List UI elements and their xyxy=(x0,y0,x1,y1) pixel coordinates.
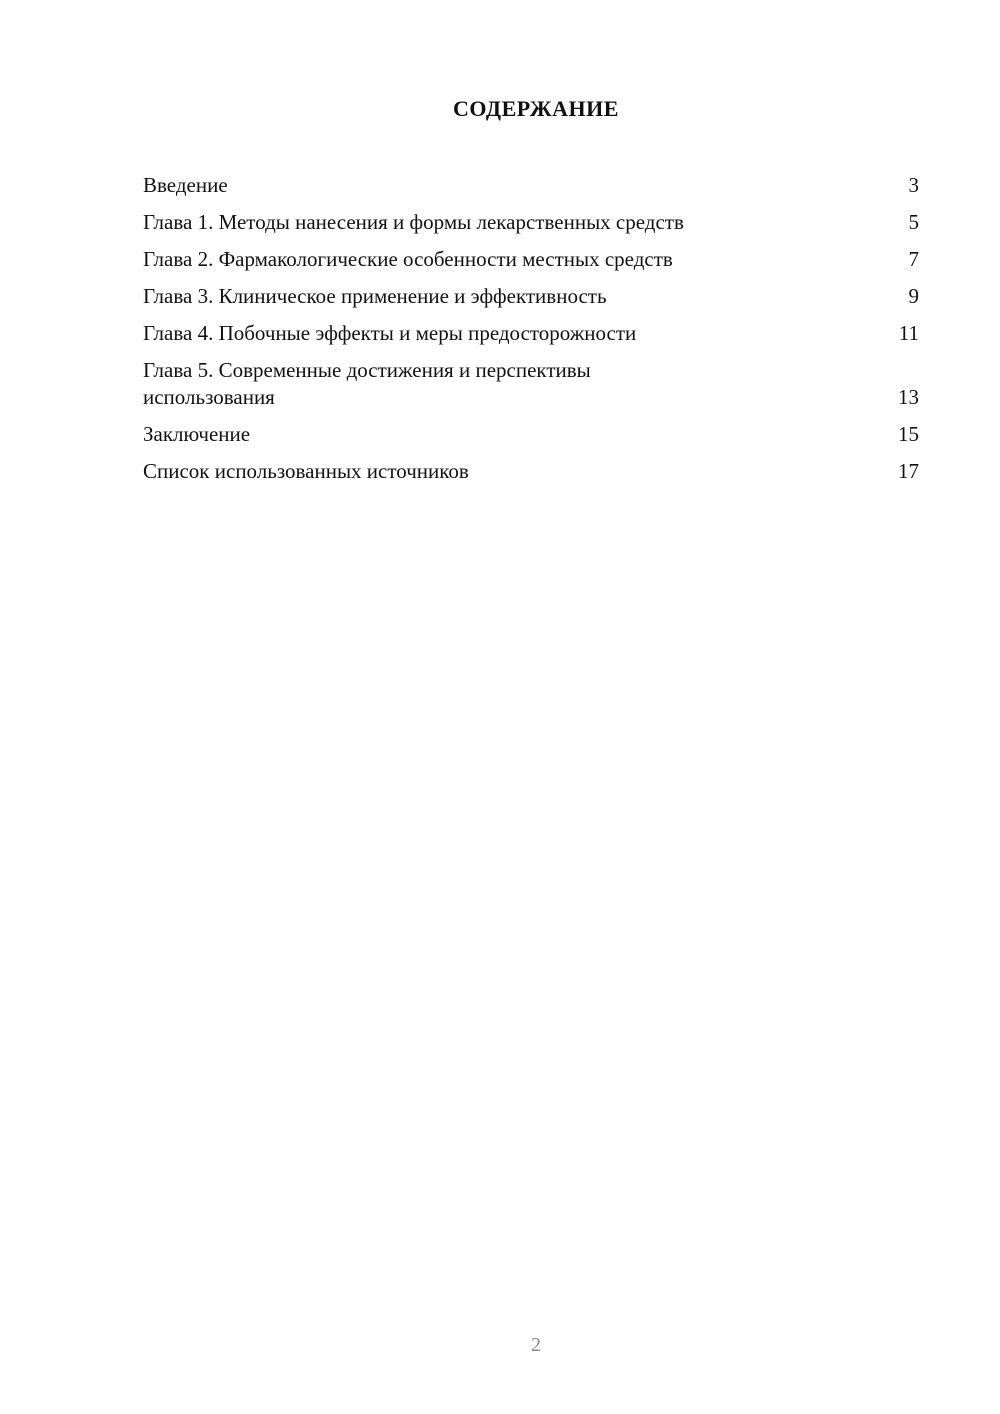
toc-entry-title: Глава 5. Современные достижения и перспективы использования xyxy=(143,358,591,409)
toc-entry-title: Список использованных источников xyxy=(143,459,469,483)
page-title: СОДЕРЖАНИЕ xyxy=(453,96,619,121)
toc-entry-page-number: 5 xyxy=(908,210,919,234)
toc-entry-title: Глава 2. Фармакологические особенности местных средств xyxy=(143,247,673,271)
toc-entry-references xyxy=(143,458,919,485)
toc-entry-chapter-3 xyxy=(143,283,919,310)
toc-entry-title: Глава 1. Методы нанесения и формы лекарственных средств xyxy=(143,210,684,234)
toc-entry-page-number: 7 xyxy=(908,247,919,271)
toc-entry-chapter-1 xyxy=(143,209,919,236)
toc-entry-chapter-5 xyxy=(143,357,919,411)
toc-entry-title: Введение xyxy=(143,173,228,197)
toc-entry-page-number: 15 xyxy=(898,422,919,446)
toc-entry-page-number: 11 xyxy=(898,321,919,345)
toc-entry-chapter-2 xyxy=(143,246,919,273)
toc-entry-conclusion xyxy=(143,421,919,448)
table-of-contents xyxy=(143,172,919,495)
toc-entry-page-number: 9 xyxy=(908,284,919,308)
page-number: 2 xyxy=(531,1334,541,1356)
toc-entry-introduction xyxy=(143,172,919,199)
toc-entry-page-number: 17 xyxy=(898,459,919,483)
toc-entry-page-number: 13 xyxy=(898,385,919,409)
toc-entry-chapter-4 xyxy=(143,320,919,347)
toc-entry-title: Глава 3. Клиническое применение и эффективность xyxy=(143,284,607,308)
toc-entry-page-number: 3 xyxy=(908,173,919,197)
toc-entry-title: Заключение xyxy=(143,422,251,446)
toc-entry-title: Глава 4. Побочные эффекты и меры предосторожности xyxy=(143,321,637,345)
